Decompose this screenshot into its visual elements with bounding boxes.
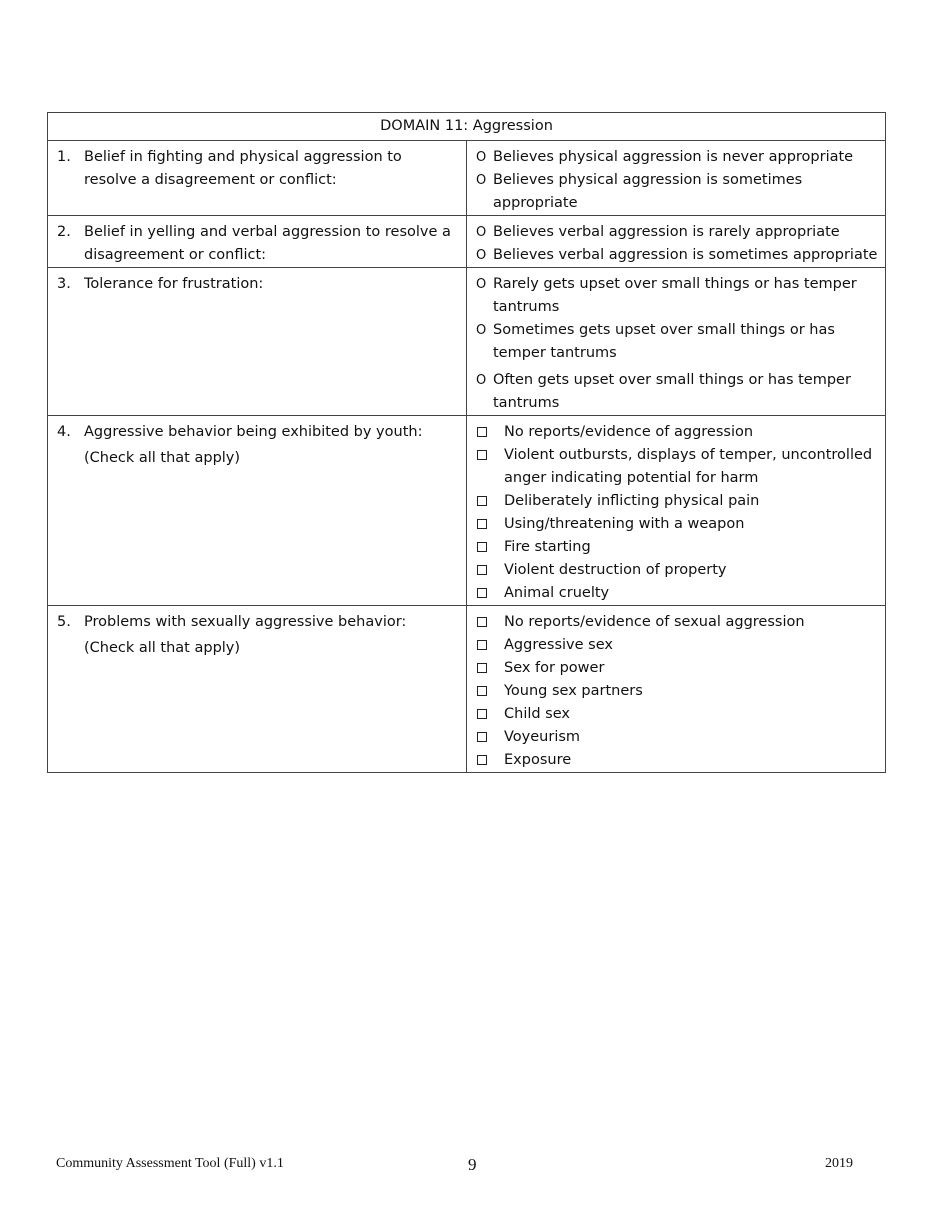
question-number: 4. (57, 424, 71, 440)
question-cell (48, 416, 467, 606)
checkbox-icon[interactable] (476, 421, 504, 444)
checkbox-icon[interactable] (476, 490, 504, 513)
checkbox-option[interactable] (476, 703, 879, 726)
radio-icon[interactable]: O (476, 248, 487, 263)
question-cell (48, 268, 467, 416)
radio-option[interactable] (476, 146, 879, 169)
question-note: (Check all that apply) (84, 640, 241, 656)
radio-option[interactable] (476, 273, 879, 319)
option-label: Sometimes gets upset over small things or has temper tantrums (493, 322, 835, 361)
option-label: Voyeurism (504, 729, 581, 745)
question-text: Aggressive behavior being exhibited by youth: (84, 424, 423, 440)
checkbox-icon[interactable] (476, 444, 504, 490)
option-label: Often gets upset over small things or has temper tantrums (493, 372, 851, 411)
question-number: 1. (57, 149, 71, 165)
checkbox-icon[interactable] (476, 582, 504, 605)
radio-option[interactable] (476, 169, 879, 215)
radio-icon[interactable]: O (476, 373, 487, 388)
option-label: Rarely gets upset over small things or has temper tantrums (493, 276, 857, 315)
question-cell (48, 141, 467, 216)
checkbox-icon[interactable] (476, 726, 504, 749)
checkbox-option[interactable] (476, 513, 879, 536)
option-label: Sex for power (504, 660, 605, 676)
footer-document-title: Community Assessment Tool (Full) v1.1 (56, 1156, 284, 1171)
option-label: Child sex (504, 706, 570, 722)
checkbox-option[interactable] (476, 611, 879, 634)
options-cell (467, 141, 886, 216)
checkbox-icon[interactable] (476, 536, 504, 559)
radio-icon[interactable]: O (476, 150, 487, 165)
checkbox-icon[interactable] (476, 680, 504, 703)
radio-icon[interactable]: O (476, 173, 487, 188)
option-label: Animal cruelty (504, 585, 610, 601)
checkbox-icon[interactable] (476, 559, 504, 582)
table-row (48, 268, 886, 416)
checkbox-option[interactable] (476, 680, 879, 703)
option-label: Believes verbal aggression is rarely appropriate (493, 224, 840, 240)
checkbox-option[interactable] (476, 582, 879, 605)
question-number: 5. (57, 614, 71, 630)
table-row (48, 141, 886, 216)
option-label: Exposure (504, 752, 572, 768)
footer-year: 2019 (825, 1156, 853, 1171)
checkbox-icon[interactable] (476, 657, 504, 680)
options-cell (467, 606, 886, 773)
question-text: Belief in yelling and verbal aggression to resolve a disagreement or conflict: (84, 224, 451, 263)
radio-option[interactable] (476, 319, 879, 365)
checkbox-option[interactable] (476, 444, 879, 490)
domain-table (47, 112, 886, 773)
option-label: Believes physical aggression is sometimes appropriate (493, 172, 803, 211)
checkbox-icon[interactable] (476, 703, 504, 726)
options-cell (467, 216, 886, 268)
question-number: 2. (57, 224, 71, 240)
question-text: Belief in fighting and physical aggression to resolve a disagreement or conflict: (84, 149, 402, 188)
checkbox-option[interactable] (476, 726, 879, 749)
table-row (48, 216, 886, 268)
checkbox-option[interactable] (476, 421, 879, 444)
question-text: Problems with sexually aggressive behavior: (84, 614, 407, 630)
radio-option[interactable] (476, 221, 879, 244)
checkbox-option[interactable] (476, 536, 879, 559)
option-label: Young sex partners (504, 683, 643, 699)
checkbox-option[interactable] (476, 749, 879, 772)
checkbox-icon[interactable] (476, 513, 504, 536)
question-number: 3. (57, 276, 71, 292)
question-cell (48, 606, 467, 773)
option-label: No reports/evidence of sexual aggression (504, 614, 805, 630)
table-row (48, 416, 886, 606)
domain-header: DOMAIN 11: Aggression (48, 113, 886, 141)
option-label: Believes physical aggression is never appropriate (493, 149, 854, 165)
checkbox-icon[interactable] (476, 611, 504, 634)
table-row (48, 606, 886, 773)
option-label: Violent destruction of property (504, 562, 727, 578)
option-label: Violent outbursts, displays of temper, uncontrolled anger indicating potential for harm (504, 447, 873, 486)
options-cell (467, 416, 886, 606)
option-label: Using/threatening with a weapon (504, 516, 745, 532)
radio-icon[interactable]: O (476, 225, 487, 240)
radio-option[interactable] (476, 369, 879, 415)
question-note: (Check all that apply) (84, 450, 241, 466)
options-cell (467, 268, 886, 416)
question-cell (48, 216, 467, 268)
footer-page-number: 9 (468, 1155, 477, 1174)
radio-option[interactable] (476, 244, 879, 267)
checkbox-option[interactable] (476, 634, 879, 657)
radio-icon[interactable]: O (476, 277, 487, 292)
checkbox-icon[interactable] (476, 634, 504, 657)
option-label: Believes verbal aggression is sometimes appropriate (493, 247, 878, 263)
option-label: No reports/evidence of aggression (504, 424, 754, 440)
option-label: Deliberately inflicting physical pain (504, 493, 760, 509)
radio-icon[interactable]: O (476, 323, 487, 338)
checkbox-icon[interactable] (476, 749, 504, 772)
question-text: Tolerance for frustration: (84, 276, 264, 292)
option-label: Aggressive sex (504, 637, 613, 653)
checkbox-option[interactable] (476, 657, 879, 680)
checkbox-option[interactable] (476, 559, 879, 582)
option-label: Fire starting (504, 539, 591, 555)
checkbox-option[interactable] (476, 490, 879, 513)
